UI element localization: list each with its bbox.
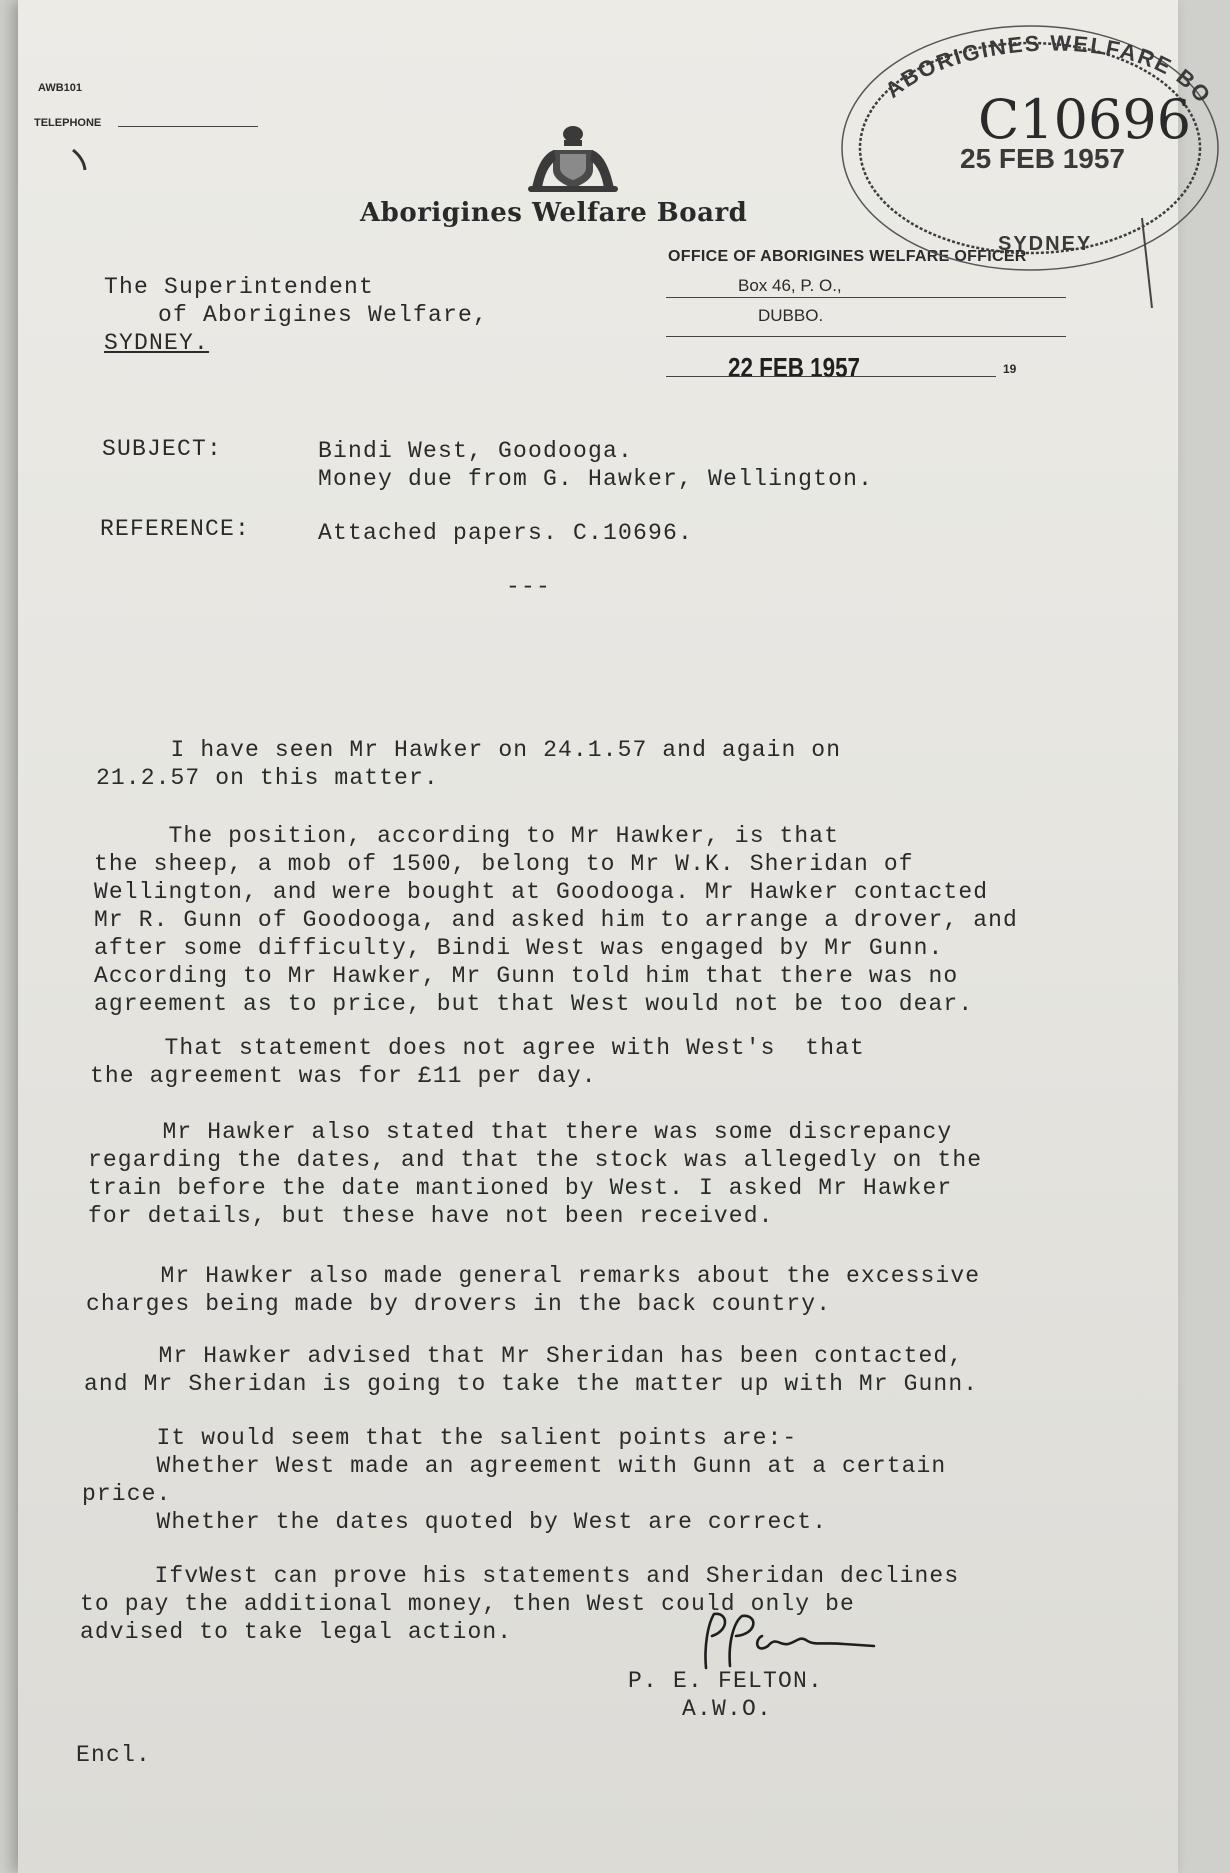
paragraph-7: It would seem that the salient points are:- Whether West made an agreement with Gunn at a certain price.: [82, 1425, 947, 1507]
stamp-file-number: C10696: [978, 88, 1192, 151]
office-line: OFFICE OF ABORIGINES WELFARE OFFICER: [668, 248, 1027, 265]
reference-label: REFERENCE:: [100, 516, 251, 542]
board-name: Aborigines Welfare Board: [360, 198, 748, 228]
office-town: DUBBO.: [758, 306, 824, 325]
letter-date: 22 FEB 1957: [728, 352, 860, 383]
form-code: AWB101: [38, 82, 83, 94]
paragraph-9: IfvWest can prove his statements and Sheridan declines to pay the additional money, then West could only be advised to take legal action.: [80, 1563, 960, 1645]
stamp-received-date: 25 FEB 1957: [960, 143, 1126, 174]
office-rule-2: [666, 336, 1066, 337]
date-century: 19: [1003, 362, 1017, 376]
subject-label: SUBJECT:: [102, 436, 223, 462]
telephone-line: [118, 126, 258, 127]
paper-mark: [32, 130, 50, 156]
paragraph-2: The position, according to Mr Hawker, is that the sheep, a mob of 1500, belong to Mr W.K. Sheridan of Wellington, and were bought at Goodooga. Mr Hawker contacted Mr R. Gunn of Goodooga, and asked him to arrange a drover, and after some difficulty, Bindi West was engaged by Mr Gunn. According to Mr Hawker, Mr Gunn told him that there was no agreement as to price, but that West would not be too dear.: [94, 823, 1018, 1017]
handwritten-signature: [646, 1588, 846, 1658]
paragraph-6: Mr Hawker advised that Mr Sheridan has been contacted, and Mr Sheridan is going to take the matter up with Mr Gunn.: [84, 1343, 979, 1397]
stamp-ring-text: ABORIGINES WELFARE BO: [880, 30, 1218, 109]
stamp-city: SYDNEY: [998, 233, 1093, 255]
addressee-line-2: of Aborigines Welfare,: [158, 302, 489, 328]
paragraph-5: Mr Hawker also made general remarks about the excessive charges being made by drovers in the back country.: [86, 1263, 981, 1317]
paragraph-8: Whether the dates quoted by West are correct.: [82, 1509, 828, 1535]
telephone-label: TELEPHONE: [34, 117, 102, 129]
separator: ---: [506, 574, 552, 600]
paragraph-4: Mr Hawker also stated that there was some discrepancy regarding the dates, and that the stock was allegedly on the train before the date mantioned by West. I asked Mr Hawker for details, but these have not been received.: [88, 1119, 983, 1229]
coat-of-arms-icon: [480, 104, 590, 178]
reference-text: Attached papers. C.10696.: [318, 520, 694, 546]
signatory-name: P. E. FELTON.: [628, 1668, 824, 1694]
enclosure-note: Encl.: [76, 1742, 152, 1768]
paragraph-1: I have seen Mr Hawker on 24.1.57 and again on 21.2.57 on this matter.: [96, 737, 842, 791]
subject-line-2: Money due from G. Hawker, Wellington.: [318, 466, 874, 492]
addressee-line-1: The Superintendent: [104, 274, 375, 300]
signatory-title: A.W.O.: [682, 1696, 773, 1722]
date-rule: [666, 376, 996, 377]
addressee-line-3: SYDNEY.: [104, 330, 210, 356]
received-stamp: [792, 0, 1218, 290]
letter-page: [18, 0, 1218, 1873]
subject-line-1: Bindi West, Goodooga.: [318, 438, 634, 464]
paragraph-3: That statement does not agree with West's that the agreement was for £11 per day.: [90, 1035, 865, 1089]
office-box: Box 46, P. O.,: [738, 276, 842, 295]
